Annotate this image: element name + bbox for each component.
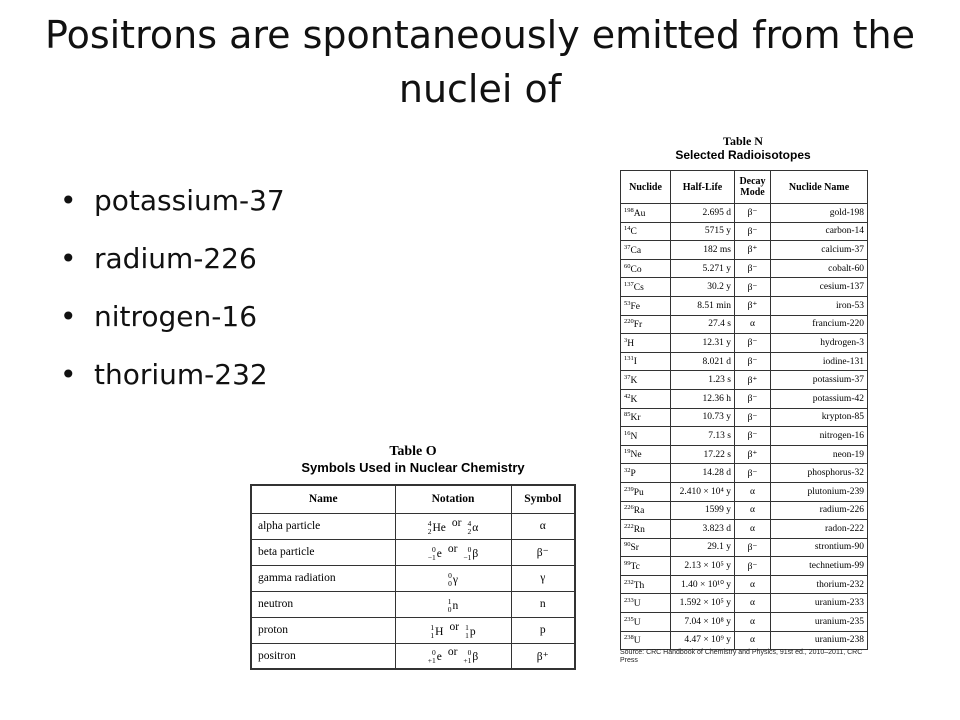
table-row bbox=[621, 352, 868, 371]
half-life-cell: 17.22 s bbox=[671, 445, 735, 464]
nuclide-name-cell: uranium-235 bbox=[771, 613, 868, 632]
half-life-cell: 27.4 s bbox=[671, 315, 735, 334]
notation-symbol: e bbox=[436, 547, 442, 560]
decay-mode-cell: β⁻ bbox=[735, 352, 771, 371]
or-text: or bbox=[447, 646, 458, 659]
nuclide-name-cell: cobalt-60 bbox=[771, 259, 868, 278]
notation-scripts bbox=[465, 624, 469, 640]
element-symbol: H bbox=[627, 339, 635, 350]
decay-mode-cell: α bbox=[735, 482, 771, 501]
half-life-cell: 5.271 y bbox=[671, 259, 735, 278]
nuclide-name-cell: neon-19 bbox=[771, 445, 868, 464]
or-text: or bbox=[449, 620, 460, 633]
nuclide-name-cell: thorium-232 bbox=[771, 575, 868, 594]
nuclide-name-cell: potassium-42 bbox=[771, 389, 868, 408]
table-n-label: Table N bbox=[723, 134, 763, 148]
nuclear-notation bbox=[463, 649, 478, 665]
nuclear-symbols-table bbox=[250, 484, 576, 670]
mass-number: 32 bbox=[624, 467, 631, 475]
notation-scripts bbox=[448, 598, 452, 614]
mass-number: 232 bbox=[624, 578, 634, 586]
nuclide-name-cell: calcium-37 bbox=[771, 241, 868, 260]
notation-cell bbox=[395, 539, 511, 565]
mass-number: 0 bbox=[467, 648, 472, 658]
element-symbol: Fr bbox=[633, 320, 643, 331]
decay-mode-cell: β⁻ bbox=[735, 557, 771, 576]
mass-number: 37 bbox=[624, 243, 631, 251]
nuclear-notation bbox=[463, 546, 478, 562]
nuclide-name-cell: iodine-131 bbox=[771, 352, 868, 371]
table-n-source: Source: CRC Handbook of Chemistry and Physics, 91st ed., 2010–2011, CRC Press bbox=[620, 649, 863, 664]
half-life-cell: 7.04 × 10⁸ y bbox=[671, 613, 735, 632]
table-n-heading bbox=[620, 135, 866, 162]
table-o-subtitle: Symbols Used in Nuclear Chemistry bbox=[301, 460, 525, 475]
table-row bbox=[621, 334, 868, 353]
nuclear-notation bbox=[465, 624, 476, 640]
nuclide-cell bbox=[621, 278, 671, 297]
mass-number: 85 bbox=[624, 411, 631, 419]
half-life-cell: 7.13 s bbox=[671, 427, 735, 446]
nuclide-cell bbox=[621, 594, 671, 613]
particle-name-cell: beta particle bbox=[251, 539, 395, 565]
nuclide-name-cell: radon-222 bbox=[771, 520, 868, 539]
decay-mode-cell: α bbox=[735, 520, 771, 539]
table-row bbox=[251, 617, 575, 643]
table-row bbox=[621, 594, 868, 613]
nuclide-cell bbox=[621, 259, 671, 278]
charge-number: 0 bbox=[448, 578, 452, 588]
element-symbol: K bbox=[630, 394, 638, 405]
table-row bbox=[621, 538, 868, 557]
notation-cell bbox=[395, 565, 511, 591]
half-life-cell: 182 ms bbox=[671, 241, 735, 260]
decay-mode-cell: β⁻ bbox=[735, 464, 771, 483]
nuclide-cell bbox=[621, 482, 671, 501]
mass-number: 1 bbox=[465, 622, 469, 632]
mass-number: 0 bbox=[467, 544, 472, 554]
decay-mode-cell: α bbox=[735, 575, 771, 594]
charge-number: +1 bbox=[427, 656, 436, 666]
element-symbol: Tc bbox=[630, 562, 640, 573]
decay-mode-cell: β⁺ bbox=[735, 371, 771, 390]
symbol-cell: n bbox=[511, 591, 575, 617]
column-header: Notation bbox=[395, 485, 511, 513]
table-row bbox=[621, 445, 868, 464]
mass-number: 99 bbox=[624, 560, 631, 567]
decay-mode-cell: β⁻ bbox=[735, 222, 771, 241]
mass-number: 0 bbox=[448, 570, 452, 580]
table-row bbox=[621, 371, 868, 390]
symbol-cell: β⁺ bbox=[511, 643, 575, 669]
element-symbol: I bbox=[633, 357, 637, 368]
mass-number: 37 bbox=[624, 374, 631, 382]
nuclide-name-cell: francium-220 bbox=[771, 315, 868, 334]
charge-number: −1 bbox=[463, 552, 472, 562]
nuclide-cell bbox=[621, 408, 671, 427]
notation-cell bbox=[395, 513, 511, 539]
element-symbol: U bbox=[633, 599, 641, 610]
half-life-cell: 12.31 y bbox=[671, 334, 735, 353]
nuclide-cell bbox=[621, 427, 671, 446]
element-symbol: Fe bbox=[630, 301, 640, 312]
half-life-cell: 29.1 y bbox=[671, 538, 735, 557]
nuclide-name-cell: gold-198 bbox=[771, 204, 868, 223]
notation-scripts bbox=[463, 649, 471, 665]
decay-mode-cell: β⁻ bbox=[735, 278, 771, 297]
choice-item: • thorium-232 bbox=[60, 346, 285, 404]
charge-number: +1 bbox=[463, 656, 472, 666]
decay-mode-cell: β⁻ bbox=[735, 259, 771, 278]
table-row bbox=[621, 501, 868, 520]
nuclide-name-cell: strontium-90 bbox=[771, 538, 868, 557]
nuclide-cell bbox=[621, 315, 671, 334]
notation-symbol: He bbox=[432, 521, 446, 534]
radioisotopes-table bbox=[620, 170, 868, 650]
table-row bbox=[251, 539, 575, 565]
mass-number: 14 bbox=[624, 225, 631, 233]
charge-number: −1 bbox=[427, 552, 436, 562]
decay-mode-cell: α bbox=[735, 594, 771, 613]
nuclide-cell bbox=[621, 557, 671, 576]
symbol-cell: α bbox=[511, 513, 575, 539]
notation-symbol: α bbox=[472, 521, 479, 534]
choice-item: • potassium-37 bbox=[60, 172, 285, 230]
nuclide-name-cell: technetium-99 bbox=[771, 557, 868, 576]
nuclide-cell bbox=[621, 445, 671, 464]
half-life-cell: 4.47 × 10⁹ y bbox=[671, 631, 735, 650]
half-life-cell: 5715 y bbox=[671, 222, 735, 241]
half-life-cell: 8.51 min bbox=[671, 296, 735, 315]
notation-scripts bbox=[428, 520, 432, 536]
decay-mode-cell: β⁻ bbox=[735, 204, 771, 223]
table-row bbox=[621, 204, 868, 223]
mass-number: 233 bbox=[624, 597, 634, 605]
mass-number: 90 bbox=[624, 541, 631, 549]
decay-mode-cell: β⁻ bbox=[735, 427, 771, 446]
choice-item: • nitrogen-16 bbox=[60, 288, 285, 346]
element-symbol: Th bbox=[633, 580, 645, 591]
element-symbol: Au bbox=[633, 208, 646, 219]
decay-mode-cell: β⁻ bbox=[735, 538, 771, 557]
mass-number: 60 bbox=[624, 262, 631, 270]
notation-symbol: β bbox=[472, 651, 479, 664]
nuclide-cell bbox=[621, 520, 671, 539]
decay-mode-cell: β⁻ bbox=[735, 408, 771, 427]
element-symbol: U bbox=[633, 636, 641, 647]
nuclide-cell bbox=[621, 241, 671, 260]
element-symbol: Rn bbox=[633, 524, 645, 535]
charge-number: 2 bbox=[467, 526, 472, 536]
table-o-label: Table O bbox=[389, 444, 437, 459]
element-symbol: Ne bbox=[630, 450, 642, 461]
column-header: Nuclide Name bbox=[771, 171, 868, 204]
table-row bbox=[251, 513, 575, 539]
element-symbol: N bbox=[630, 432, 638, 442]
decay-mode-cell: α bbox=[735, 501, 771, 520]
nuclide-name-cell: radium-226 bbox=[771, 501, 868, 520]
mass-number: 226 bbox=[624, 504, 634, 512]
notation-scripts bbox=[463, 546, 471, 562]
half-life-cell: 1.40 × 10¹⁰ y bbox=[671, 575, 735, 594]
decay-mode-cell: β⁻ bbox=[735, 389, 771, 408]
notation-scripts bbox=[428, 546, 436, 562]
element-symbol: P bbox=[630, 469, 636, 480]
mass-number: 131 bbox=[624, 355, 634, 363]
nuclide-name-cell: phosphorus-32 bbox=[771, 464, 868, 483]
nuclear-notation bbox=[448, 598, 459, 614]
element-symbol: Pu bbox=[633, 487, 644, 498]
nuclide-cell bbox=[621, 464, 671, 483]
nuclear-notation bbox=[428, 649, 442, 665]
half-life-cell: 1599 y bbox=[671, 501, 735, 520]
charge-number: 1 bbox=[430, 630, 435, 640]
mass-number: 235 bbox=[624, 615, 634, 623]
nuclide-cell bbox=[621, 389, 671, 408]
table-row bbox=[621, 427, 868, 446]
nuclide-name-cell: uranium-238 bbox=[771, 631, 868, 650]
choice-item: • radium-226 bbox=[60, 230, 285, 288]
answer-choices bbox=[60, 172, 285, 404]
element-symbol: Sr bbox=[630, 543, 639, 554]
half-life-cell: 3.823 d bbox=[671, 520, 735, 539]
notation-symbol: β bbox=[472, 547, 479, 560]
mass-number: 220 bbox=[624, 318, 634, 326]
nuclear-notation bbox=[428, 546, 442, 562]
notation-scripts bbox=[428, 649, 436, 665]
mass-number: 0 bbox=[431, 544, 436, 554]
notation-cell bbox=[395, 643, 511, 669]
mass-number: 19 bbox=[624, 448, 631, 456]
particle-name-cell: proton bbox=[251, 617, 395, 643]
nuclear-notation bbox=[467, 520, 478, 536]
mass-number: 42 bbox=[624, 392, 631, 400]
nuclide-name-cell: carbon-14 bbox=[771, 222, 868, 241]
table-row bbox=[621, 222, 868, 241]
half-life-cell: 2.13 × 10⁵ y bbox=[671, 557, 735, 576]
mass-number: 238 bbox=[624, 634, 634, 642]
table-row bbox=[621, 575, 868, 594]
element-symbol: Cs bbox=[633, 283, 644, 294]
half-life-cell: 14.28 d bbox=[671, 464, 735, 483]
nuclide-name-cell: plutonium-239 bbox=[771, 482, 868, 501]
mass-number: 222 bbox=[624, 522, 634, 530]
half-life-cell: 2.410 × 10⁴ y bbox=[671, 482, 735, 501]
nuclide-name-cell: iron-53 bbox=[771, 296, 868, 315]
charge-number: 0 bbox=[447, 604, 452, 614]
half-life-cell: 1.23 s bbox=[671, 371, 735, 390]
table-row bbox=[621, 613, 868, 632]
notation-symbol: p bbox=[469, 625, 476, 638]
nuclide-name-cell: uranium-233 bbox=[771, 594, 868, 613]
symbol-cell: β⁻ bbox=[511, 539, 575, 565]
decay-mode-cell: α bbox=[735, 315, 771, 334]
nuclide-name-cell: hydrogen-3 bbox=[771, 334, 868, 353]
symbol-cell: p bbox=[511, 617, 575, 643]
column-header: Decay Mode bbox=[735, 171, 771, 204]
element-symbol: Co bbox=[630, 264, 642, 275]
notation-symbol: γ bbox=[452, 573, 458, 586]
decay-mode-cell: β⁺ bbox=[735, 296, 771, 315]
table-o-heading bbox=[250, 444, 576, 476]
nuclide-cell bbox=[621, 575, 671, 594]
column-header: Nuclide bbox=[621, 171, 671, 204]
nuclide-cell bbox=[621, 538, 671, 557]
table-n-subtitle: Selected Radioisotopes bbox=[675, 148, 811, 162]
half-life-cell: 1.592 × 10⁵ y bbox=[671, 594, 735, 613]
nuclide-cell bbox=[621, 296, 671, 315]
notation-scripts bbox=[430, 624, 434, 640]
table-row bbox=[251, 643, 575, 669]
table-row bbox=[621, 520, 868, 539]
notation-scripts bbox=[467, 520, 471, 536]
nuclear-notation bbox=[430, 624, 443, 640]
table-row bbox=[621, 482, 868, 501]
mass-number: 16 bbox=[624, 429, 631, 437]
half-life-cell: 8.021 d bbox=[671, 352, 735, 371]
charge-number: 2 bbox=[427, 526, 432, 536]
table-row bbox=[251, 565, 575, 591]
element-symbol: Ca bbox=[630, 246, 642, 257]
nuclide-cell bbox=[621, 204, 671, 223]
nuclide-cell bbox=[621, 631, 671, 650]
element-symbol: U bbox=[633, 617, 641, 628]
decay-mode-cell: β⁻ bbox=[735, 334, 771, 353]
mass-number: 3 bbox=[624, 336, 628, 344]
mass-number: 198 bbox=[624, 206, 634, 214]
notation-symbol: e bbox=[436, 651, 442, 664]
nuclide-cell bbox=[621, 334, 671, 353]
nuclide-name-cell: cesium-137 bbox=[771, 278, 868, 297]
column-header: Symbol bbox=[511, 485, 575, 513]
half-life-cell: 30.2 y bbox=[671, 278, 735, 297]
table-row bbox=[621, 241, 868, 260]
nuclide-cell bbox=[621, 613, 671, 632]
particle-name-cell: gamma radiation bbox=[251, 565, 395, 591]
nuclide-name-cell: potassium-37 bbox=[771, 371, 868, 390]
table-row bbox=[621, 557, 868, 576]
element-symbol: C bbox=[630, 227, 637, 238]
particle-name-cell: alpha particle bbox=[251, 513, 395, 539]
nuclide-cell bbox=[621, 222, 671, 241]
nuclear-notation bbox=[428, 520, 446, 536]
half-life-cell: 12.36 h bbox=[671, 389, 735, 408]
mass-number: 1 bbox=[447, 596, 452, 606]
element-symbol: Ra bbox=[633, 506, 645, 517]
table-row bbox=[621, 631, 868, 650]
particle-name-cell: neutron bbox=[251, 591, 395, 617]
column-header: Name bbox=[251, 485, 395, 513]
table-row bbox=[621, 296, 868, 315]
table-row bbox=[621, 408, 868, 427]
table-row bbox=[621, 464, 868, 483]
mass-number: 137 bbox=[624, 281, 634, 289]
symbol-cell: γ bbox=[511, 565, 575, 591]
notation-symbol: n bbox=[452, 599, 459, 612]
nuclide-cell bbox=[621, 352, 671, 371]
table-row bbox=[621, 259, 868, 278]
nuclear-notation bbox=[448, 572, 458, 588]
table-row bbox=[251, 591, 575, 617]
mass-number: 1 bbox=[430, 622, 435, 632]
nuclide-cell bbox=[621, 371, 671, 390]
mass-number: 4 bbox=[427, 518, 432, 528]
charge-number: 1 bbox=[465, 630, 469, 640]
decay-mode-cell: α bbox=[735, 613, 771, 632]
decay-mode-cell: β⁺ bbox=[735, 445, 771, 464]
decay-mode-cell: α bbox=[735, 631, 771, 650]
nuclide-name-cell: nitrogen-16 bbox=[771, 427, 868, 446]
column-header: Half-Life bbox=[671, 171, 735, 204]
element-symbol: K bbox=[630, 376, 638, 387]
table-row bbox=[621, 389, 868, 408]
table-row bbox=[621, 278, 868, 297]
mass-number: 4 bbox=[467, 518, 472, 528]
mass-number: 53 bbox=[624, 299, 631, 307]
notation-symbol: H bbox=[435, 625, 444, 638]
notation-cell bbox=[395, 617, 511, 643]
notation-cell bbox=[395, 591, 511, 617]
table-row bbox=[621, 315, 868, 334]
element-symbol: Kr bbox=[630, 413, 641, 424]
mass-number: 0 bbox=[431, 648, 436, 658]
nuclide-name-cell: krypton-85 bbox=[771, 408, 868, 427]
or-text: or bbox=[447, 542, 458, 555]
notation-scripts bbox=[448, 572, 452, 588]
nuclide-cell bbox=[621, 501, 671, 520]
half-life-cell: 2.695 d bbox=[671, 204, 735, 223]
half-life-cell: 10.73 y bbox=[671, 408, 735, 427]
radioisotopes-table-body bbox=[621, 204, 868, 650]
mass-number: 239 bbox=[624, 485, 634, 493]
slide-title: Positrons are spontaneously emitted from the nuclei of bbox=[45, 13, 915, 111]
or-text: or bbox=[451, 516, 462, 529]
particle-name-cell: positron bbox=[251, 643, 395, 669]
nuclear-symbols-table-body bbox=[251, 513, 575, 669]
decay-mode-cell: β⁺ bbox=[735, 241, 771, 260]
